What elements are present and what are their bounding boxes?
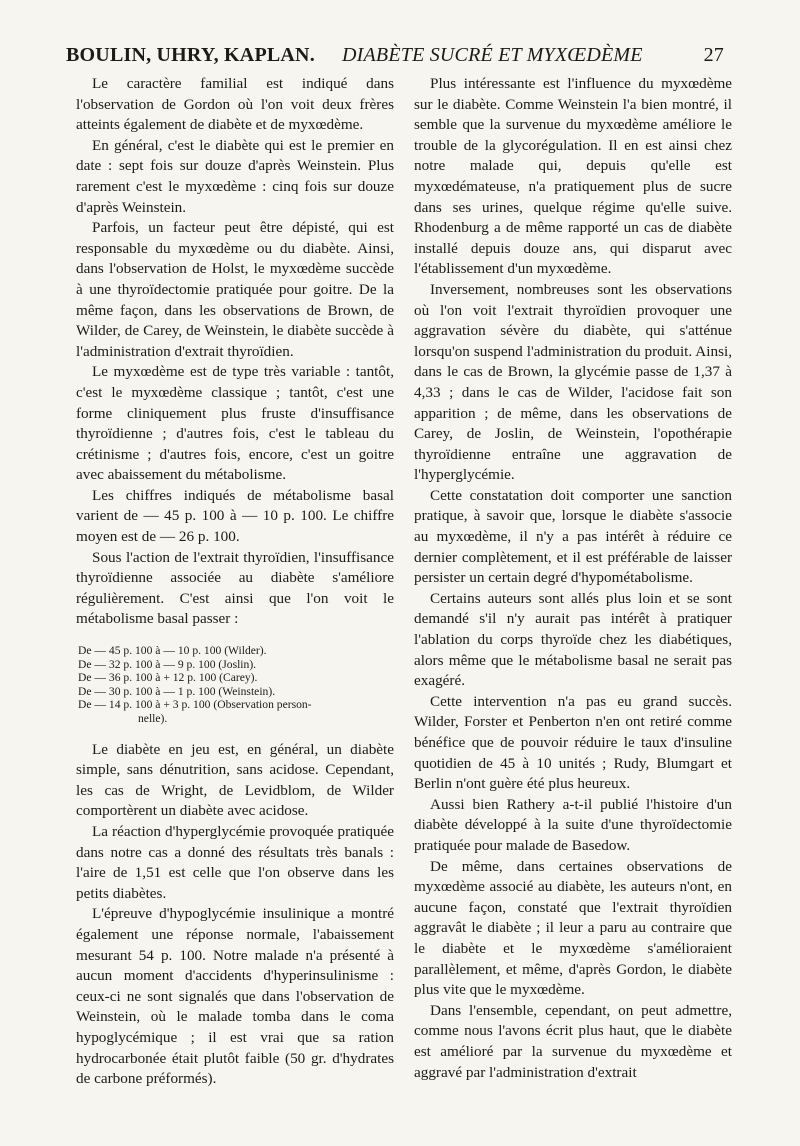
paragraph: Le caractère familial est indiqué dans l'observation de Gordon où l'on voit deux frères atteints également de diabète et de myxœdème. [76,75,394,134]
table-row: De — 14 p. 100 à + 3 p. 100 (Observation person- [78,698,312,712]
page-number: 27 [703,44,724,66]
table-row: De — 45 p. 100 à — 10 p. 100 (Wilder). [78,644,267,658]
running-header [66,44,724,74]
paragraph: Le diabète en jeu est, en général, un diabète simple, sans dénutrition, sans acidose. Cependant, les cas de Wright, de Levidblom, de Wilder comportèrent un diabète avec acidose. [76,740,394,820]
paragraph: De même, dans certaines observations de myxœdème associé au diabète, les auteurs n'ont, en aucune façon, constaté que l'extrait thyroïdien aggravât le diabète ; il leur a paru au contraire que le diabète et le myxœdème s'amélioraient parallèlement, et même, d'après Gordon, le diabète plus vite que le myxœdème. [414,857,732,999]
paragraph: La réaction d'hyperglycémie provoquée pratiquée dans notre cas a donné des résultats très banals : l'aire de 1,51 est celle que l'on observe dans les petits diabètes. [76,822,394,902]
metabolism-table [76,644,394,726]
paragraph: Inversement, nombreuses sont les observations où l'on voit l'extrait thyroïdien provoquer une aggravation sévère du diabète, qui s'atténue lorsqu'on suspend l'administration du produit. Ainsi, dans le cas de Brown, la glycémie passe de 1,37 à 4,33 ; dans le cas de Wilder, l'acidose fait son apparition ; de même, dans les observations de Carey, de Joslin, de Weinstein, l'opothérapie thyroïdienne entraîne une aggravation de l'hyperglycémie. [414,280,732,484]
paragraph: En général, c'est le diabète qui est le premier en date : sept fois sur douze d'après Weinstein. Plus rarement c'est le myxœdème : cinq fois sur douze d'après Weinstein. [76,136,394,216]
header-authors: BOULIN, UHRY, KAPLAN. [66,44,315,66]
left-column [76,74,394,1090]
paragraph: Le myxœdème est de type très variable : tantôt, c'est le myxœdème classique ; tantôt, c'est une forme cliniquement plus fruste d'insuffisance thyroïdienne ; d'autres fois, c'est le tableau du crétinisme ; d'autres fois, encore, c'est un goitre avec abaissement du métabolisme. [76,363,394,484]
paragraph: Aussi bien Rathery a-t-il publié l'histoire d'un diabète développé à la suite d'une thyroïdectomie pratiquée pour malade de Basedow. [414,795,732,854]
paragraph: Les chiffres indiqués de métabolisme basal varient de — 45 p. 100 à — 10 p. 100. Le chiffre moyen est de — 26 p. 100. [76,486,394,546]
right-column [414,74,732,1083]
paragraph: L'épreuve d'hypoglycémie insulinique a montré également une réponse normale, l'abaissement mesurant 54 p. 100. Notre malade n'a présenté à aucun moment d'accidents d'hyperinsulinisme : ceux-ci ne sont signalés que dans l'observation de Weinstein, où le malade tomba dans le coma hypoglycémique ; il est vrai que sa ration hydrocarbonée était plutôt faible (50 gr. d'hydrates de carbone préformés). [76,905,394,1088]
paragraph: Sous l'action de l'extrait thyroïdien, l'insuffisance thyroïdienne associée au diabète s'améliore régulièrement. C'est ainsi que l'on voit le métabolisme basal passer : [76,548,394,628]
paragraph: Parfois, un facteur peut être dépisté, qui est responsable du myxœdème ou du diabète. Ainsi, dans l'observation de Holst, le myxœdème succède à une thyroïdectomie pratiquée pour goitre. De la même façon, dans les observations de Brown, de Wilder, de Carey, de Weinstein, le diabète succède à l'administration d'extrait thyroïdien. [76,219,394,360]
table-row-continuation: nelle). [138,712,168,725]
paragraph: Certains auteurs sont allés plus loin et se sont demandé s'il n'y aurait pas intérêt à pratiquer l'ablation du corps thyroïde chez les diabétiques, alors même que le métabolisme basal ne serait pas exagéré. [414,589,732,690]
paragraph: Plus intéressante est l'influence du myxœdème sur le diabète. Comme Weinstein l'a bien montré, il semble que la survenue du myxœdème améliore le trouble de la glycorégulation. Il en est ainsi chez notre malade qui, depuis qu'elle est myxœdémateuse, n'a pratiquement plus de sucre dans ses urines, quelque régime qu'elle suive. Rhodenburg a de même rapporté un cas de diabète installé depuis douze ans, qui disparut avec l'établissement d'un myxœdème. [414,75,732,278]
paragraph: Cette intervention n'a pas eu grand succès. Wilder, Forster et Penberton n'en ont retiré comme bénéfice que de pouvoir réduire le taux d'insuline quotidien de 45 à 10 unités ; Rudy, Blumgart et Berlin n'ont guère été plus heureux. [414,692,732,793]
table-row: De — 32 p. 100 à — 9 p. 100 (Joslin). [78,657,257,671]
header-title: DIABÈTE SUCRÉ ET MYXŒDÈME [342,44,643,66]
paragraph: Cette constatation doit comporter une sanction pratique, à savoir que, lorsque le diabète s'associe au myxœdème, il n'y a pas intérêt à réduire ce dernier complètement, et il est préférable de laisser persister un certain degré d'hypométabolisme. [414,486,732,587]
paragraph: Dans l'ensemble, cependant, on peut admettre, comme nous l'avons écrit plus haut, que le diabète est amélioré par la survenue du myxœdème et aggravé par l'administration d'extrait [414,1001,732,1081]
table-row: De — 30 p. 100 à — 1 p. 100 (Weinstein). [78,684,276,698]
table-row: De — 36 p. 100 à + 12 p. 100 (Carey). [78,671,258,685]
